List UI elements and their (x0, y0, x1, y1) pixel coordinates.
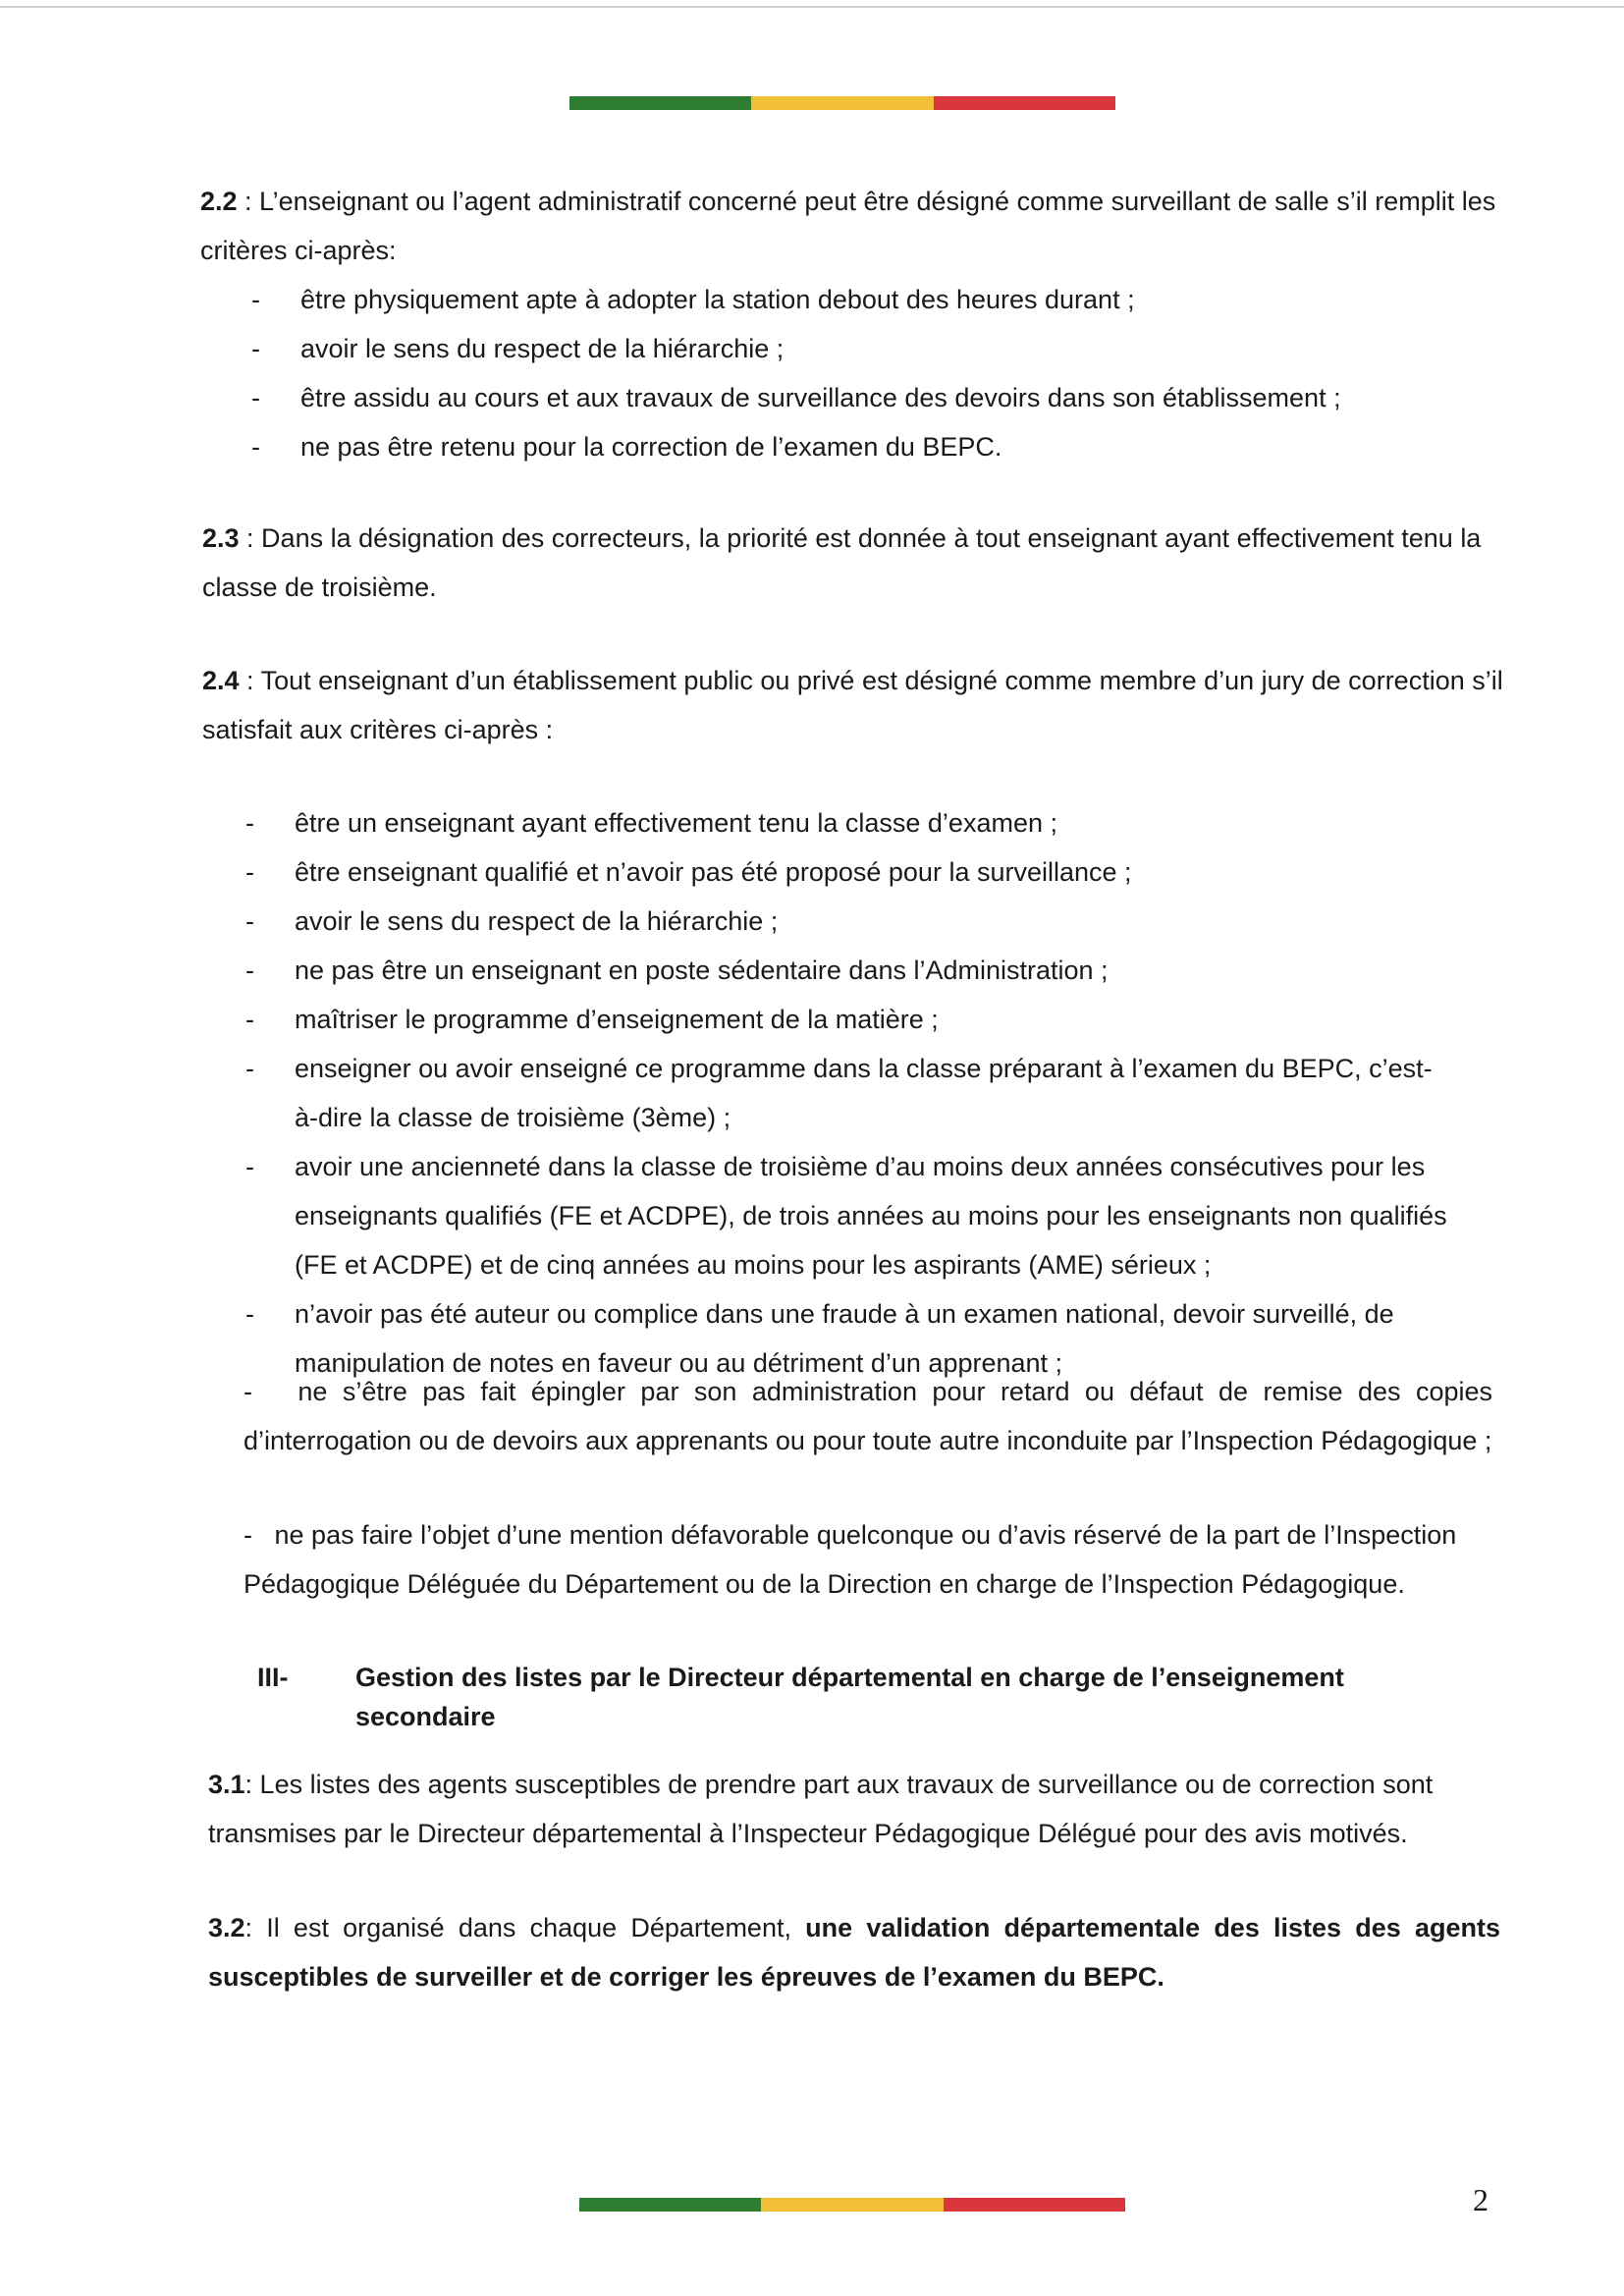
section-number: 2.2 (200, 187, 238, 216)
list-item-text: enseigner ou avoir enseigné ce programme dans la classe préparant à l’examen du BEPC, c’est-à-dire la classe de troisième (3ème) ; (295, 1054, 1433, 1132)
list-dash: - (245, 1054, 254, 1083)
section-3-2 (208, 1903, 1500, 2001)
flag-bar-top (569, 96, 1115, 110)
list-dash: - (244, 1520, 252, 1550)
list-item (245, 995, 1453, 1044)
list-dash: - (245, 1299, 254, 1329)
section-number: 2.4 (202, 666, 240, 695)
list-item-text: ne s’être pas fait épingler par son administration pour retard ou défaut de remise des copies d’interrogation ou de devoirs aux apprenants ou pour toute autre inconduite par l’Inspection Pédagogique ; (244, 1377, 1492, 1455)
section-text: : L’enseignant ou l’agent administratif concerné peut être désigné comme surveillant de salle s’il remplit les critères ci-après: (200, 187, 1496, 265)
list-item-text: être physiquement apte à adopter la station debout des heures durant ; (300, 285, 1135, 314)
list-item (251, 373, 1508, 422)
list-dash: - (245, 1152, 254, 1181)
list-item (251, 324, 1508, 373)
section-text: : Tout enseignant d’un établissement public ou privé est désigné comme membre d’un jury de correction s’il satisfait aux critères ci-après : (202, 666, 1503, 744)
flag-stripe-red (944, 2198, 1125, 2212)
list-dash: - (251, 432, 260, 462)
list-item (245, 798, 1453, 847)
list-item-text: ne pas être un enseignant en poste sédentaire dans l’Administration ; (295, 956, 1109, 985)
section-number: 3.1 (208, 1770, 245, 1799)
list-item (245, 1044, 1453, 1142)
section-2-3 (202, 514, 1504, 612)
list-dash: - (245, 956, 254, 985)
list-dash: - (251, 285, 260, 314)
section-number: 3.2 (208, 1913, 245, 1942)
flag-stripe-yellow (751, 96, 933, 110)
list-item-text: n’avoir pas été auteur ou complice dans une fraude à un examen national, devoir surveillé, de manipulation de notes en faveur ou au détriment d’un apprenant ; (295, 1299, 1394, 1378)
list-item-text: maîtriser le programme d’enseignement de la matière ; (295, 1005, 939, 1034)
list-dash: - (245, 857, 254, 887)
section-text-emphasis: une validation départementale des listes des agents susceptibles de surveiller et de corriger les épreuves de l’examen du BEPC. (208, 1913, 1500, 1992)
section-text: : Dans la désignation des correcteurs, la priorité est donnée à tout enseignant ayant effectivement tenu la classe de troisième. (202, 523, 1482, 602)
criteria-item-extended-2 (244, 1510, 1492, 1609)
list-dash: - (251, 334, 260, 363)
flag-stripe-green (579, 2198, 761, 2212)
section-2-4-intro (202, 656, 1504, 754)
correcteur-criteria-list (245, 798, 1453, 1388)
page-number: 2 (1473, 2182, 1489, 2217)
list-dash: - (245, 1005, 254, 1034)
list-item-text: avoir le sens du respect de la hiérarchie ; (295, 906, 779, 936)
section-2-2-intro (200, 177, 1502, 275)
section-3-1 (208, 1760, 1510, 1858)
section-3-heading (257, 1658, 1435, 1740)
flag-stripe-yellow (761, 2198, 943, 2212)
list-item-text: être assidu au cours et aux travaux de surveillance des devoirs dans son établissement ; (300, 383, 1341, 412)
list-item-text: avoir le sens du respect de la hiérarchie ; (300, 334, 785, 363)
list-item (245, 946, 1453, 995)
list-item (245, 1142, 1453, 1289)
flag-stripe-red (934, 96, 1115, 110)
scan-top-edge (0, 6, 1624, 8)
list-dash: - (251, 383, 260, 412)
list-item (251, 275, 1508, 324)
list-item-text: être enseignant qualifié et n’avoir pas été proposé pour la surveillance ; (295, 857, 1132, 887)
criteria-item-extended-1 (244, 1367, 1492, 1465)
section-text: : Les listes des agents susceptibles de prendre part aux travaux de surveillance ou de correction sont transmises par le Directeur départemental à l’Inspecteur Pédagogique Délégué pour des avis motivés. (208, 1770, 1434, 1848)
list-item (251, 422, 1508, 471)
list-dash: - (245, 906, 254, 936)
surveillant-criteria-list (251, 275, 1508, 471)
list-dash: - (244, 1377, 252, 1406)
section-text: : Il est organisé dans chaque Département, (244, 1913, 806, 1942)
flag-stripe-green (569, 96, 751, 110)
list-item (245, 897, 1453, 946)
list-item-text: avoir une ancienneté dans la classe de troisième d’au moins deux années consécutives pour les enseignants qualifiés (FE et ACDPE), de trois années au moins pour les enseignants non qualifiés (FE et ACDPE) et de cinq années au moins pour les aspirants (AME) sérieux ; (295, 1152, 1447, 1280)
section-title: Gestion des listes par le Directeur départemental en charge de l’enseignement secondaire (355, 1663, 1344, 1731)
list-item-text: être un enseignant ayant effectivement tenu la classe d’examen ; (295, 808, 1057, 838)
list-item-text: ne pas faire l’objet d’une mention défavorable quelconque ou d’avis réservé de la part de l’Inspection Pédagogique Déléguée du Département ou de la Direction en charge de l’Inspection Pédagogique. (244, 1520, 1457, 1599)
list-item-text: ne pas être retenu pour la correction de l’examen du BEPC. (300, 432, 1002, 462)
section-roman-numeral: III- (257, 1663, 289, 1692)
flag-bar-bottom (579, 2198, 1125, 2212)
list-dash: - (245, 808, 254, 838)
section-number: 2.3 (202, 523, 240, 553)
list-item (245, 847, 1453, 897)
